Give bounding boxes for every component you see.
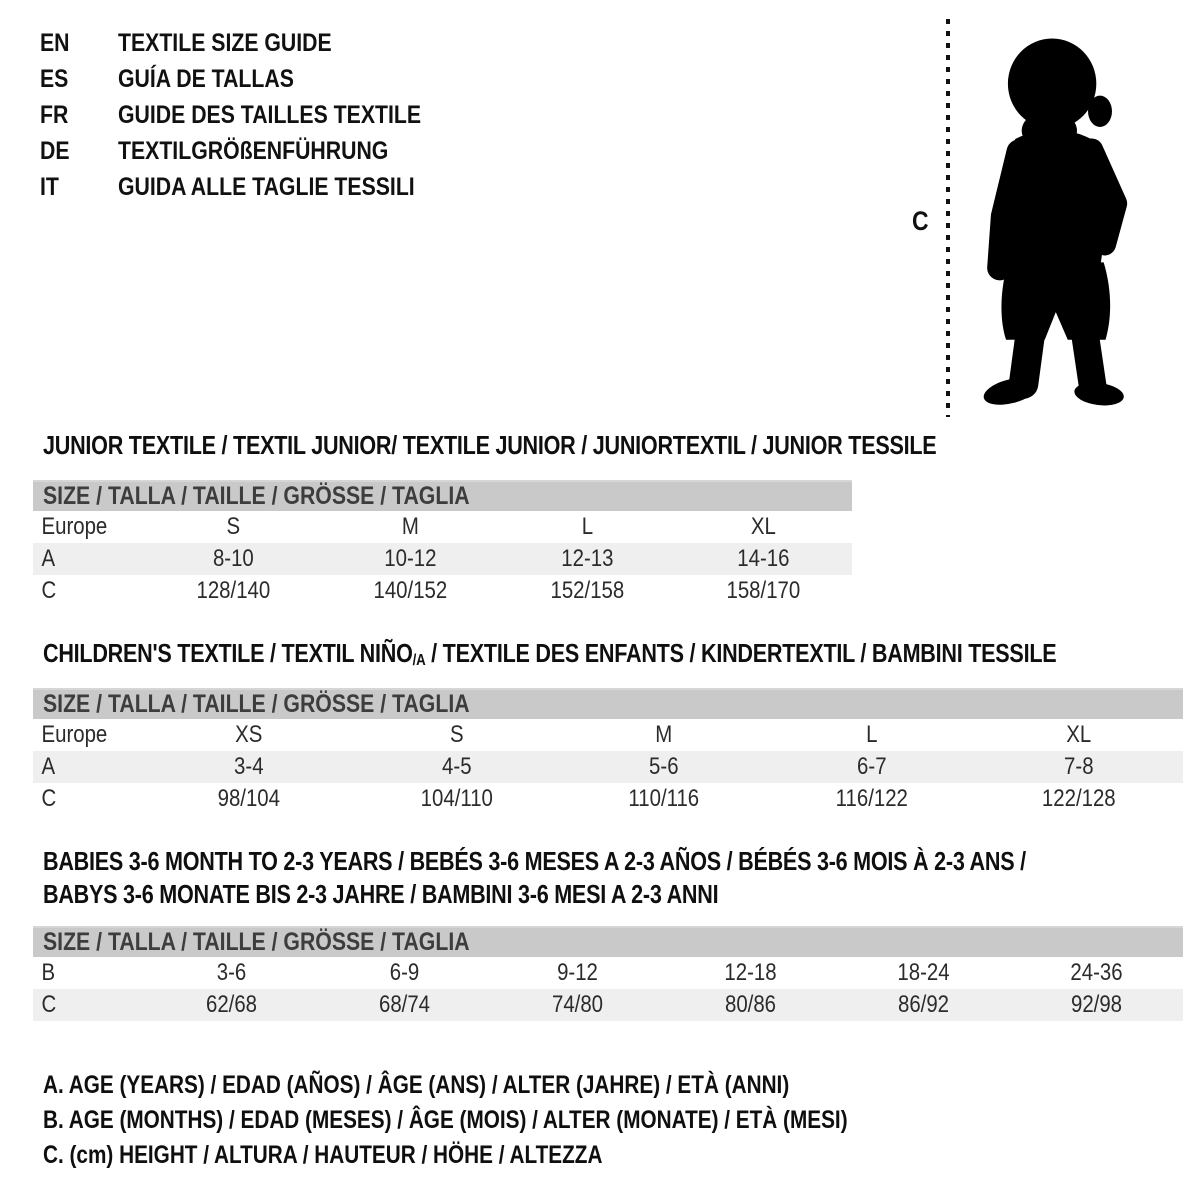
size-cell: XS: [235, 721, 263, 748]
row-label: Europe: [41, 513, 108, 540]
guide-title: GUIDE DES TAILLES TEXTILE: [118, 100, 422, 129]
language-code: EN: [40, 28, 70, 57]
age-cell: 12-13: [560, 545, 613, 572]
children-title-suffix: / TEXTILE DES ENFANTS / KINDERTEXTIL / BAMBINI TESSILE: [425, 638, 1057, 668]
toddler-silhouette-graphic: [960, 20, 1135, 420]
height-cell: 98/104: [217, 785, 280, 812]
list-item: [40, 61, 475, 97]
age-cell: 12-18: [724, 959, 777, 986]
junior-section-title: JUNIOR TEXTILE / TEXTIL JUNIOR/ TEXTILE JUNIOR / JUNIORTEXTIL / JUNIOR TESSILE: [43, 430, 937, 460]
size-header-label: SIZE / TALLA / TAILLE / GRÖSSE / TAGLIA: [43, 690, 470, 718]
row-label: C: [41, 785, 57, 812]
row-label: Europe: [41, 721, 108, 748]
children-title-prefix: CHILDREN'S TEXTILE / TEXTIL NIÑO: [43, 638, 413, 668]
age-cell: 6-7: [856, 753, 887, 780]
guide-title: GUÍA DE TALLAS: [118, 64, 294, 93]
table-row: [33, 783, 1183, 815]
legend-line-a: [43, 1068, 1012, 1103]
height-cell: 110/116: [628, 785, 700, 812]
age-cell: 9-12: [557, 959, 598, 986]
height-cell: 74/80: [551, 991, 604, 1018]
row-label: A: [41, 753, 56, 780]
language-code: DE: [40, 136, 70, 165]
children-title-sub: /A: [412, 652, 426, 669]
size-header-label: SIZE / TALLA / TAILLE / GRÖSSE / TAGLIA: [43, 928, 470, 956]
size-header-label: SIZE / TALLA / TAILLE / GRÖSSE / TAGLIA: [43, 482, 470, 510]
row-label: A: [41, 545, 56, 572]
height-cell: 152/158: [549, 577, 624, 604]
size-cell: XL: [1066, 721, 1092, 748]
height-measure-dashed-line: [945, 17, 951, 419]
babies-section-title-line1: BABIES 3-6 MONTH TO 2-3 YEARS / BEBÉS 3-6 MESES A 2-3 AÑOS / BÉBÉS 3-6 MOIS À 2-3 ANS /: [43, 846, 1026, 876]
height-cell: 116/122: [835, 785, 908, 812]
table-header-bar: [33, 688, 1183, 719]
table-row: [33, 575, 852, 607]
list-item: [40, 25, 475, 61]
age-cell: 5-6: [649, 753, 679, 780]
legend-text: B. AGE (MONTHS) / EDAD (MESES) / ÂGE (MOIS) / ALTER (MONATE) / ETÀ (MESI): [43, 1106, 848, 1134]
table-row: [33, 957, 1183, 989]
children-size-table: [33, 688, 1183, 815]
list-item: [40, 97, 475, 133]
language-code: ES: [40, 64, 69, 93]
age-cell: 14-16: [737, 545, 790, 572]
height-cell: 104/110: [420, 785, 493, 812]
height-cell: 92/98: [1070, 991, 1123, 1018]
age-cell: 6-9: [389, 959, 420, 986]
height-cell: 68/74: [378, 991, 431, 1018]
children-section-title: [43, 638, 1056, 669]
table-header-bar: [33, 480, 852, 511]
legend-line-b: [43, 1103, 1012, 1138]
age-cell: 3-6: [216, 959, 247, 986]
height-cell: 80/86: [724, 991, 777, 1018]
height-figure: [898, 12, 1188, 426]
table-row: [33, 989, 1183, 1021]
list-item: [40, 133, 475, 169]
size-cell: S: [449, 721, 464, 748]
size-cell: L: [865, 721, 878, 748]
size-cell: L: [581, 513, 593, 540]
babies-section-title-line2: BABYS 3-6 MONATE BIS 2-3 JAHRE / BAMBINI 3-6 MESI A 2-3 ANNI: [43, 879, 719, 909]
measurement-legend: [43, 1068, 1012, 1173]
language-code: FR: [40, 100, 69, 129]
guide-title: GUIDA ALLE TAGLIE TESSILI: [118, 172, 415, 201]
height-cell: 62/68: [205, 991, 258, 1018]
height-measure-label: C: [912, 206, 929, 236]
height-cell: 122/128: [1042, 785, 1117, 812]
row-label: C: [41, 577, 57, 604]
age-cell: 18-24: [897, 959, 950, 986]
table-header-bar: [33, 926, 1183, 957]
age-cell: 24-36: [1070, 959, 1123, 986]
guide-title: TEXTILE SIZE GUIDE: [118, 28, 332, 57]
height-cell: 86/92: [897, 991, 950, 1018]
age-cell: 10-12: [384, 545, 437, 572]
size-cell: S: [226, 513, 241, 540]
age-cell: 3-4: [234, 753, 264, 780]
language-code: IT: [40, 172, 59, 201]
row-label: B: [41, 959, 56, 986]
legend-text: C. (cm) HEIGHT / ALTURA / HAUTEUR / HÖHE / ALTEZZA: [43, 1141, 603, 1169]
table-row: [33, 751, 1183, 783]
table-row: [33, 719, 1183, 751]
table-row: [33, 543, 852, 575]
junior-size-table: [33, 480, 852, 607]
age-cell: 7-8: [1064, 753, 1094, 780]
guide-title: TEXTILGRÖßENFÜHRUNG: [118, 136, 389, 165]
row-label: C: [41, 991, 57, 1018]
legend-line-c: [43, 1138, 1012, 1173]
list-item: [40, 169, 475, 205]
age-cell: 8-10: [212, 545, 254, 572]
table-row: [33, 511, 852, 543]
language-title-list: [40, 25, 475, 205]
height-cell: 158/170: [726, 577, 801, 604]
size-cell: M: [401, 513, 419, 540]
age-cell: 4-5: [441, 753, 472, 780]
legend-text: A. AGE (YEARS) / EDAD (AÑOS) / ÂGE (ANS) / ALTER (JAHRE) / ETÀ (ANNI): [43, 1071, 790, 1099]
size-cell: XL: [751, 513, 777, 540]
height-cell: 140/152: [373, 577, 447, 604]
size-cell: M: [655, 721, 673, 748]
babies-size-table: [33, 926, 1183, 1021]
height-cell: 128/140: [196, 577, 271, 604]
